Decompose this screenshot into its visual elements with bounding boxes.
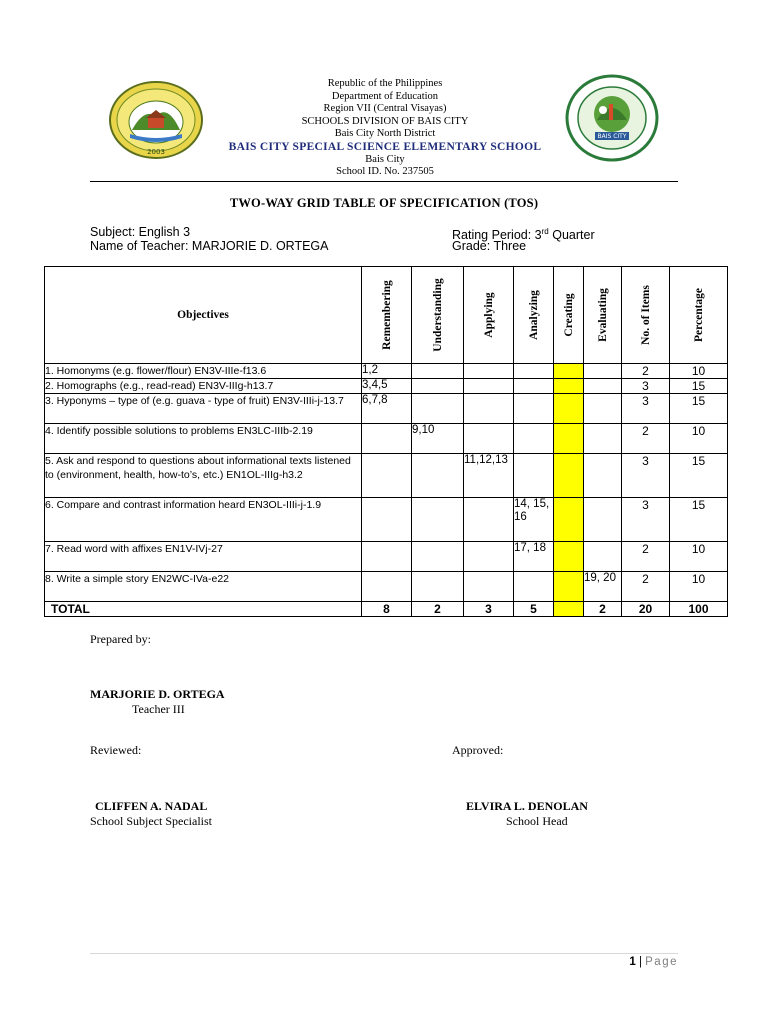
col-header-percentage	[670, 267, 728, 364]
total-percentage-cell: 100	[670, 602, 728, 617]
total-applying-cell: 3	[464, 602, 514, 617]
items-cell: 2	[622, 364, 670, 379]
understanding-cell	[412, 454, 464, 498]
page-label: Page	[645, 956, 678, 968]
reviewed-label: Reviewed:	[90, 743, 142, 757]
letterhead	[200, 78, 570, 179]
understanding-cell	[412, 572, 464, 602]
rating-period-suffix: Quarter	[548, 228, 595, 243]
applying-cell	[464, 542, 514, 572]
analyzing-cell: 17, 18	[514, 542, 554, 572]
remembering-cell: 6,7,8	[362, 394, 412, 424]
evaluating-cell	[584, 542, 622, 572]
document-title: TWO-WAY GRID TABLE OF SPECIFICATION (TOS)	[229, 196, 539, 210]
col-header-analyzing	[514, 267, 554, 364]
total-understanding-cell: 2	[412, 602, 464, 617]
total-remembering-cell: 8	[362, 602, 412, 617]
tos-table	[44, 266, 728, 617]
evaluating-cell	[584, 498, 622, 542]
applying-cell	[464, 364, 514, 379]
evaluating-cell	[584, 394, 622, 424]
col-header-remembering-text: Remembering	[380, 280, 393, 350]
teacher-label: Name of Teacher: MARJORIE D. ORTEGA	[90, 239, 329, 253]
objective-cell: 5. Ask and respond to questions about informational texts listened to (environment, health, how-to’s, etc.) EN1OL-IIIg-h3.2	[45, 454, 362, 498]
remembering-cell	[362, 542, 412, 572]
letterhead-line-division: SCHOOLS DIVISION OF BAIS CITY	[301, 115, 469, 127]
evaluating-cell: 19, 20	[584, 572, 622, 602]
objective-cell: 2. Homographs (e.g., read-read) EN3V-IIIg-h13.7	[45, 379, 362, 394]
letterhead-line-deped: Department of Education	[331, 90, 439, 102]
reviewed-title: School Subject Specialist	[90, 814, 212, 828]
table-row	[45, 572, 728, 602]
table-row	[45, 454, 728, 498]
total-creating-cell	[554, 602, 584, 617]
left-seal-logo	[108, 80, 204, 160]
objective-cell: 7. Read word with affixes EN1V-IVj-27	[45, 542, 362, 572]
approved-label: Approved:	[452, 743, 504, 757]
percentage-cell: 10	[670, 364, 728, 379]
school-name: BAIS CITY SPECIAL SCIENCE ELEMENTARY SCHOOL	[228, 140, 542, 153]
understanding-cell	[412, 394, 464, 424]
page-number: 1	[629, 956, 636, 968]
approved-title: School Head	[506, 814, 568, 828]
table-row	[45, 394, 728, 424]
items-cell: 3	[622, 454, 670, 498]
letterhead-line-republic: Republic of the Philippines	[327, 78, 443, 89]
analyzing-cell	[514, 424, 554, 454]
analyzing-cell	[514, 572, 554, 602]
items-cell: 2	[622, 542, 670, 572]
analyzing-cell: 14, 15, 16	[514, 498, 554, 542]
remembering-cell: 1,2	[362, 364, 412, 379]
col-header-remembering	[362, 267, 412, 364]
remembering-cell	[362, 454, 412, 498]
prepared-by-label: Prepared by:	[90, 632, 151, 646]
objective-cell: 1. Homonyms (e.g. flower/flour) EN3V-IIIe-f13.6	[45, 364, 362, 379]
school-id: School ID. No. 237505	[336, 166, 434, 178]
col-header-percentage-text: Percentage	[692, 287, 705, 343]
items-cell: 2	[622, 572, 670, 602]
table-row	[45, 542, 728, 572]
col-header-understanding	[412, 267, 464, 364]
percentage-cell: 15	[670, 394, 728, 424]
analyzing-cell	[514, 379, 554, 394]
col-header-understanding-text: Understanding	[431, 278, 444, 352]
letterhead-line-region: Region VII (Central Visayas)	[323, 103, 447, 115]
remembering-cell	[362, 498, 412, 542]
table-row	[45, 379, 728, 394]
evaluating-cell	[584, 364, 622, 379]
percentage-cell: 15	[670, 498, 728, 542]
subject-label: Subject: English 3	[90, 225, 191, 239]
creating-cell	[554, 364, 584, 379]
total-analyzing-cell: 5	[514, 602, 554, 617]
svg-text:2003: 2003	[147, 148, 165, 156]
objective-cell: 8. Write a simple story EN2WC-IVa-e22	[45, 572, 362, 602]
percentage-cell: 15	[670, 454, 728, 498]
objective-cell: 3. Hyponyms – type of (e.g. guava - type of fruit) EN3V-IIIi-j-13.7	[45, 394, 362, 424]
col-header-objectives: Objectives	[45, 267, 362, 364]
remembering-cell	[362, 572, 412, 602]
reviewed-name: CLIFFEN A. NADAL	[95, 799, 208, 813]
applying-cell	[464, 379, 514, 394]
objective-cell: 6. Compare and contrast information heard EN3OL-IIIi-j-1.9	[45, 498, 362, 542]
items-cell: 3	[622, 498, 670, 542]
percentage-cell: 10	[670, 542, 728, 572]
remembering-cell	[362, 424, 412, 454]
remembering-cell: 3,4,5	[362, 379, 412, 394]
evaluating-cell	[584, 454, 622, 498]
table-row	[45, 364, 728, 379]
col-header-items-text: No. of Items	[639, 285, 652, 345]
header-divider	[90, 181, 678, 182]
page-footer	[560, 956, 678, 968]
percentage-cell: 10	[670, 572, 728, 602]
col-header-creating-text: Creating	[562, 293, 575, 337]
prepared-by-title: Teacher III	[132, 702, 185, 716]
total-items-cell: 20	[622, 602, 670, 617]
percentage-cell: 10	[670, 424, 728, 454]
understanding-cell	[412, 498, 464, 542]
total-evaluating-cell: 2	[584, 602, 622, 617]
percentage-cell: 15	[670, 379, 728, 394]
col-header-applying	[464, 267, 514, 364]
understanding-cell	[412, 379, 464, 394]
creating-cell	[554, 542, 584, 572]
evaluating-cell	[584, 424, 622, 454]
svg-text:BAIS CITY: BAIS CITY	[597, 133, 627, 140]
col-header-evaluating-text: Evaluating	[596, 288, 609, 342]
letterhead-city: Bais City	[365, 153, 405, 165]
analyzing-cell	[514, 364, 554, 379]
items-cell: 3	[622, 394, 670, 424]
col-header-evaluating	[584, 267, 622, 364]
objective-cell: 4. Identify possible solutions to problems EN3LC-IIIb-2.19	[45, 424, 362, 454]
analyzing-cell	[514, 454, 554, 498]
applying-cell	[464, 424, 514, 454]
approved-name: ELVIRA L. DENOLAN	[466, 799, 588, 813]
col-header-items	[622, 267, 670, 364]
analyzing-cell	[514, 394, 554, 424]
creating-cell	[554, 424, 584, 454]
table-row	[45, 498, 728, 542]
page-separator: |	[635, 956, 646, 968]
applying-cell: 11,12,13	[464, 454, 514, 498]
col-header-applying-text: Applying	[482, 292, 495, 338]
prepared-by-name: MARJORIE D. ORTEGA	[90, 687, 225, 701]
total-row	[45, 602, 728, 617]
understanding-cell	[412, 364, 464, 379]
creating-cell	[554, 572, 584, 602]
items-cell: 2	[622, 424, 670, 454]
footer-divider	[90, 953, 678, 954]
applying-cell	[464, 498, 514, 542]
understanding-cell	[412, 542, 464, 572]
creating-cell	[554, 379, 584, 394]
table-row	[45, 424, 728, 454]
evaluating-cell	[584, 379, 622, 394]
creating-cell	[554, 454, 584, 498]
applying-cell	[464, 394, 514, 424]
letterhead-line-district: Bais City North District	[334, 128, 436, 140]
total-label-cell: TOTAL	[45, 602, 362, 617]
creating-cell	[554, 394, 584, 424]
right-seal-logo	[565, 74, 659, 162]
items-cell: 3	[622, 379, 670, 394]
creating-cell	[554, 498, 584, 542]
col-header-analyzing-text: Analyzing	[527, 290, 540, 340]
col-header-creating	[554, 267, 584, 364]
tos-table-body	[45, 364, 728, 617]
grade-label: Grade: Three	[452, 239, 527, 253]
rating-period-sup: rd	[541, 227, 549, 236]
rating-period-prefix: Rating Period: 3	[452, 228, 542, 243]
applying-cell	[464, 572, 514, 602]
understanding-cell: 9,10	[412, 424, 464, 454]
